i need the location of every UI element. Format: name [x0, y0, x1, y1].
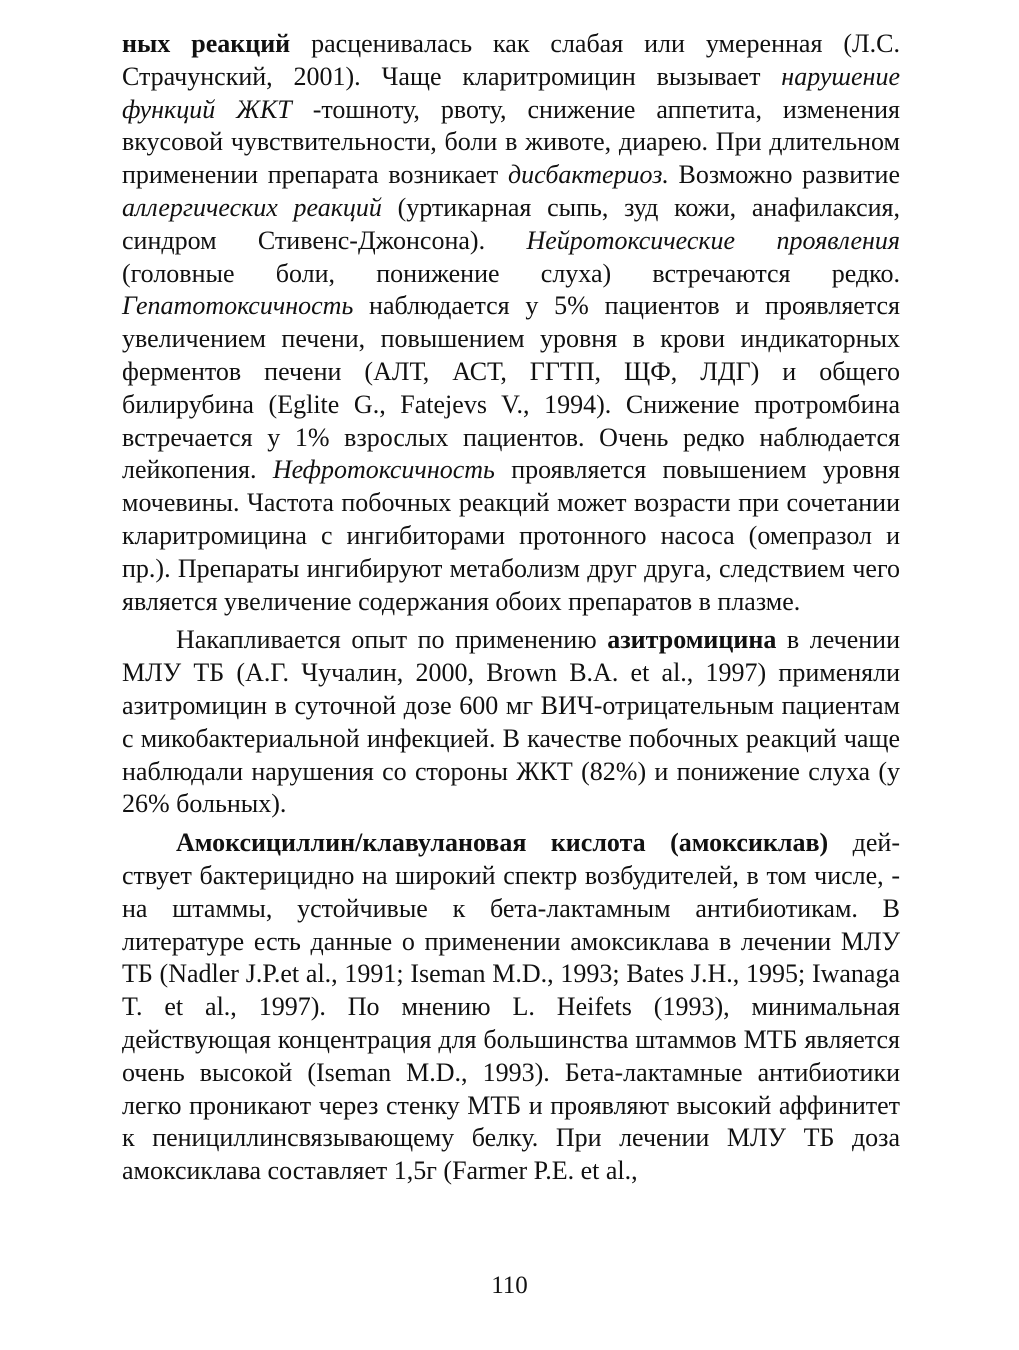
page-number: 110 — [491, 1272, 528, 1299]
text-segment: Возможно развитие — [668, 160, 900, 190]
text-segment: в лечении МЛУ ТБ (А.Г. Чучалин, 2000, Brown B.A. et al., 1997) применяли азитромицин в суточной дозе 600 мг ВИЧ-отрицательным пациентам с микобактериальной инфекцией. В качестве побочных реакций чаще наблюдали нарушения со стороны ЖКТ (82%) и понижение слуха (у 26% больных). — [122, 625, 900, 819]
text-segment: Нефротоксичность — [272, 455, 495, 485]
paragraph-amoxiclav — [122, 827, 900, 1188]
text-segment: (уртикарная сыпь, зуд кожи, анафилаксия, синдром Стивенс-Джонсона). — [122, 192, 900, 255]
text-segment: наблюдается у 5% пациентов и проявляется увеличением печени, повышением уровня в крови индикаторных ферментов печени (АЛТ, АСТ, ГГТП, ЩФ, ЛДГ) и общего билирубина (Eglite G., Fatejevs V., 1994). Снижение протромбина встречается у 1% взрослых пациентов. Очень редко наблюдается лейкопения. — [122, 291, 900, 485]
text-segment: дисбактериоз. — [507, 160, 669, 190]
text-segment: ных реакций — [122, 29, 291, 58]
page-body — [122, 28, 900, 1194]
text-segment: Накапливается опыт по применению — [176, 625, 608, 655]
text-segment: Гепатотоксичность — [122, 291, 354, 321]
text-segment: действует бактерицидно на широкий спектр возбудителей, в том числе, - на штаммы, устойчивые к бета-лактамным антибиотикам. В литературе есть данные о применении амоксиклава в лечении МЛУ ТБ (Nadler J.P.et al., 1991; Iseman M.D., 1993; Bates J.H., 1995; Iwanaga T. et al., 1997). По мнению L. Heifets (1993), минимальная действующая концентрация для большинства штаммов МТБ является очень высокой (Iseman M.D., 1993). Бета-лактамные антибиотики легко проникают через стенку МТБ и проявляют высокий аффинитет к пенициллинсвязывающему белку. При лечении МЛУ ТБ доза амоксиклава составляет 1,5г (Farmer P.E. et al., — [122, 828, 900, 1186]
text-segment: расценивалась как слабая или умеренная (Л.С. Страчунский, 2001). Чаще кларитромицин вызывает — [122, 29, 900, 91]
paragraph-clarithromycin-side-effects — [122, 28, 900, 618]
paragraph-azithromycin — [122, 624, 900, 821]
text-segment: азитромицина — [607, 625, 777, 655]
text-segment: (головные боли, понижение слуха) встречаются редко. — [122, 258, 900, 288]
text-segment: Амоксициллин/клавулановая кислота (амоксиклав) — [176, 828, 829, 858]
text-segment: проявляется повышением уровня мочевины. Частота побочных реакций может возрасти при сочетании кларитромицина с ингибиторами протонного насоса (омепразол и пр.). Препараты ингибируют метаболизм друг друга, следствием чего является увеличение содержания обоих препаратов в плазме. — [122, 455, 901, 616]
text-segment: Нейротоксические проявления — [526, 225, 900, 255]
text-segment: нарушение функций ЖКТ — [122, 61, 900, 124]
text-segment: -тошноту, рвоту, снижение аппетита, изменения вкусовой чувствительности, боли в животе, диарею. При длительном применении препарата возникает — [122, 94, 900, 190]
text-segment: аллергических реакций — [122, 192, 382, 222]
